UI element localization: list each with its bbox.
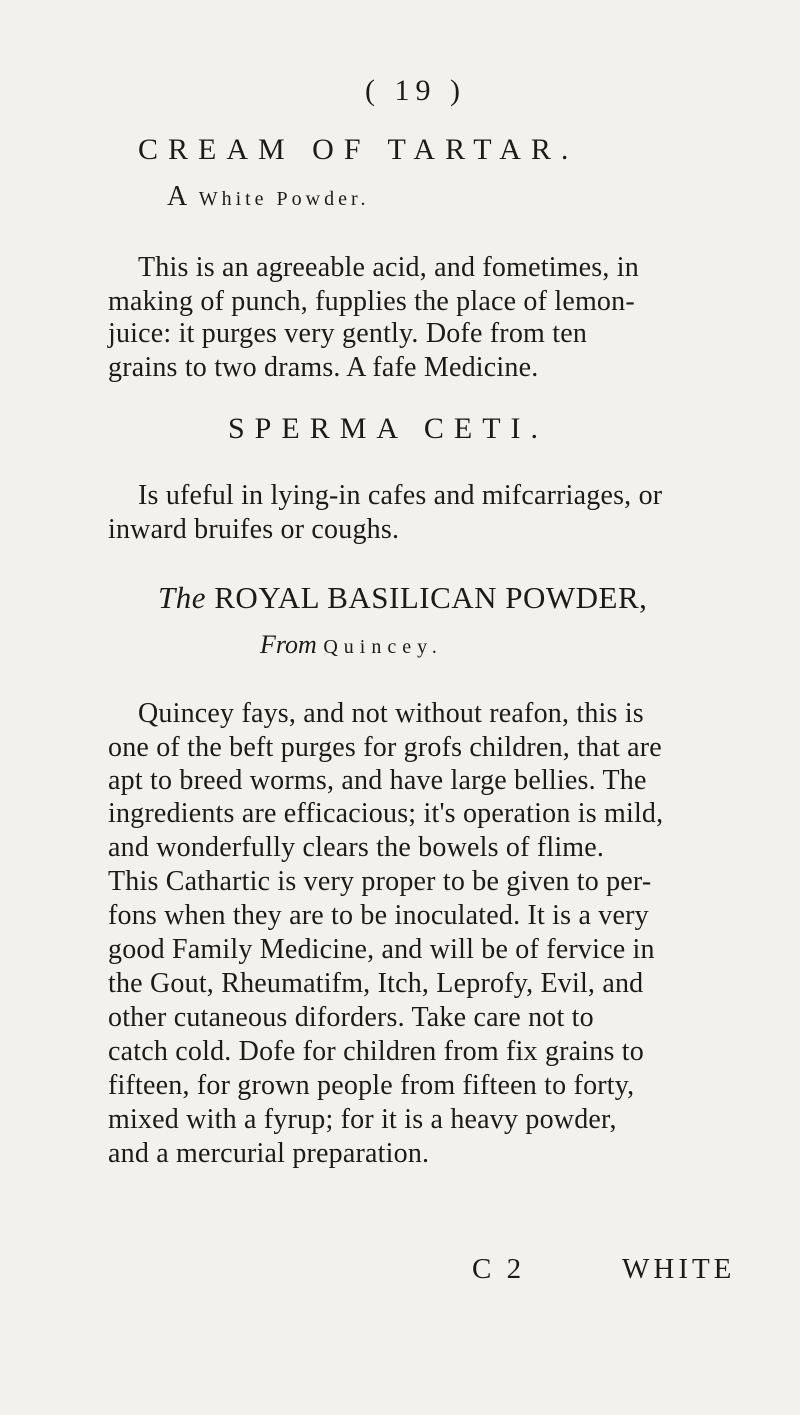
text-line: Is ufeful in lying-in cafes and mifcarriages, or [138,480,663,511]
text-line: good Family Medicine, and will be of fervice in [108,934,655,965]
text-line: other cutaneous diforders. Take care not to [108,1002,594,1033]
author-name: Quincey. [323,636,443,658]
section-subtitle-from-quincey [260,632,443,658]
section-title-sperma-ceti: SPERMA CETI. [228,412,549,445]
text-line: making of punch, fupplies the place of lemon- [108,286,635,317]
section-title-cream-of-tartar: CREAM OF TARTAR. [138,133,579,166]
subtitle-prefix: A [167,181,199,212]
text-line: apt to breed worms, and have large bellies. The [108,765,647,796]
subtitle-small-caps: White Powder. [198,188,370,210]
section-title-royal-basilican-powder [158,582,647,613]
section-subtitle-white-powder [167,183,370,211]
text-line: one of the beft purges for grofs children, that are [108,732,662,763]
text-line: fifteen, for grown people from fifteen to forty, [108,1070,635,1101]
catchword: WHITE [622,1253,736,1285]
text-line: ingredients are efficacious; it's operation is mild, [108,798,664,829]
from-label: From [260,630,317,659]
text-line: This is an agreeable acid, and fometimes, in [138,252,639,283]
text-line: fons when they are to be inoculated. It is a very [108,900,649,931]
title-italic-the: The [158,580,206,615]
signature-mark: C 2 [472,1253,526,1285]
text-line: mixed with a fyrup; for it is a heavy powder, [108,1104,617,1135]
text-line: and a mercurial preparation. [108,1138,430,1169]
text-line: juice: it purges very gently. Dofe from ten [108,318,588,349]
text-line: and wonderfully clears the bowels of flime. [108,832,605,863]
title-main: ROYAL BASILICAN POWDER, [214,580,648,615]
text-line: This Cathartic is very proper to be given to per- [108,866,652,897]
text-line: grains to two drams. A fafe Medicine. [108,352,539,383]
text-line: catch cold. Dofe for children from fix grains to [108,1036,644,1067]
text-line: Quincey fays, and not without reafon, this is [138,698,644,729]
text-line: inward bruifes or coughs. [108,514,400,545]
page-number: ( 19 ) [365,74,466,107]
text-line: the Gout, Rheumatifm, Itch, Leprofy, Evil, and [108,968,644,999]
